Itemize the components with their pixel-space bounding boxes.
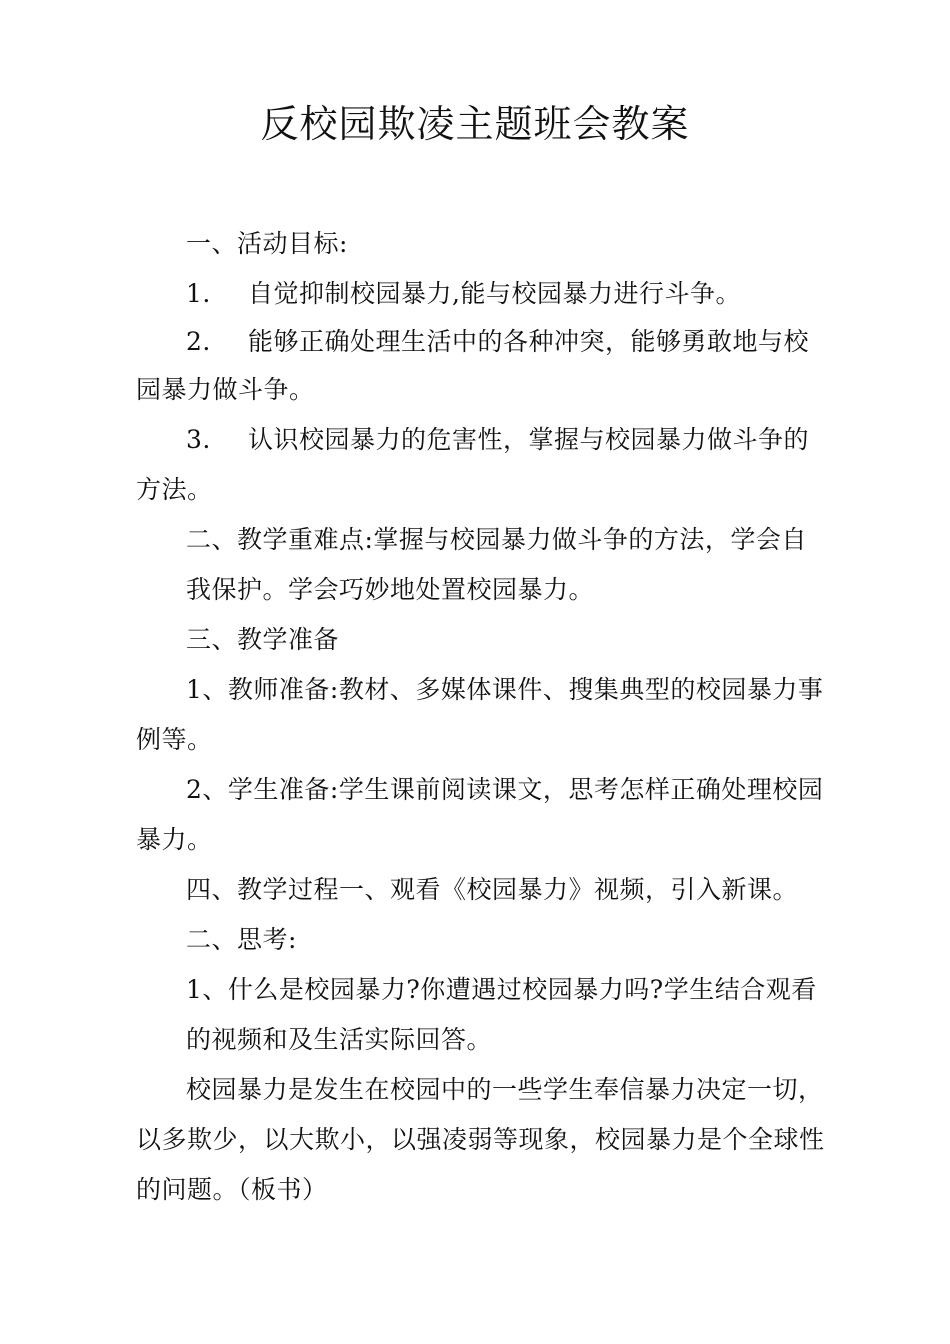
goal-item-2 (186, 322, 886, 362)
teacher-preparation: 1、教师准备:教材、多媒体课件、搜集典型的校园暴力事 (186, 675, 824, 704)
thinking-question-1-continued: 的视频和及生活实际回答。 (186, 1025, 493, 1054)
goal-item-2-continued: 园暴力做斗争。 (136, 375, 315, 404)
goal-item-3-continued: 方法。 (136, 475, 213, 504)
definition-line-2: 以多欺少，以大欺小，以强凌弱等现象，校园暴力是个全球性 (136, 1125, 825, 1154)
key-points-line-2: 我保护。学会巧妙地处置校园暴力。 (186, 575, 595, 604)
thinking-heading: 二、思考: (186, 925, 297, 954)
thinking-question-1: 1、什么是校园暴力?你遭遇过校园暴力吗?学生结合观看 (186, 975, 817, 1004)
student-preparation-continued: 暴力。 (136, 825, 213, 854)
definition-line-3: 的问题。（板书） (136, 1175, 328, 1204)
teacher-preparation-continued: 例等。 (136, 725, 213, 754)
goal-item-3-text: 认识校园暴力的危害性，掌握与校园暴力做斗争的 (248, 425, 810, 454)
key-points-line-1: 二、教学重难点:掌握与校园暴力做斗争的方法，学会自 (186, 525, 807, 554)
preparation-heading: 三、教学准备 (186, 625, 340, 654)
goal-item-3-number: 3. (186, 425, 211, 454)
definition-line-1: 校园暴力是发生在校园中的一些学生奉信暴力决定一切， (186, 1075, 824, 1104)
goal-item-1 (186, 274, 886, 314)
goal-item-2-text: 能够正确处理生活中的各种冲突，能够勇敢地与校 (248, 327, 810, 356)
student-preparation: 2、学生准备:学生课前阅读课文，思考怎样正确处理校园 (186, 775, 824, 804)
goal-item-1-number: 1. (186, 279, 211, 308)
goal-heading: 一、活动目标: (186, 229, 348, 258)
goal-item-2-number: 2. (186, 327, 211, 356)
goal-item-1-text: 自觉抑制校园暴力,能与校园暴力进行斗争。 (248, 279, 741, 308)
page-title: 反校园欺凌主题班会教案 (260, 102, 690, 146)
goal-item-3 (186, 420, 886, 460)
teaching-process: 四、教学过程一、观看《校园暴力》视频，引入新课。 (186, 875, 799, 904)
